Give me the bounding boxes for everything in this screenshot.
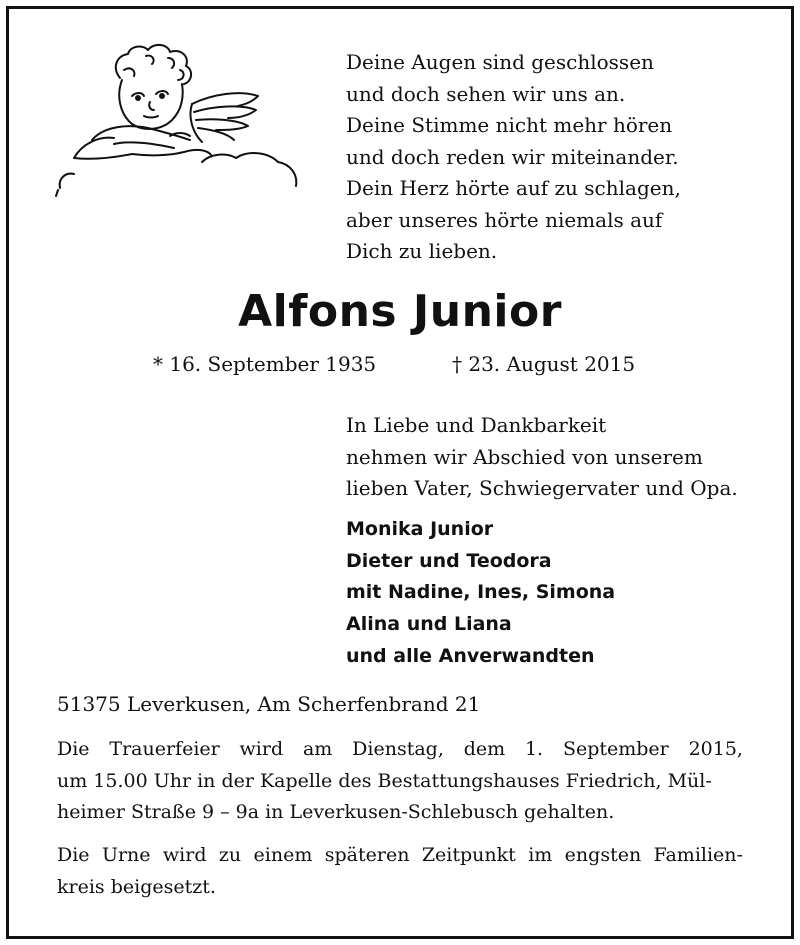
service-word: wird: [239, 738, 284, 760]
urn-word: Zeitpunkt: [421, 844, 516, 866]
urn-line-justified: [57, 840, 743, 872]
urn-word: späteren: [324, 844, 410, 866]
mourner-name: Monika Junior: [346, 518, 494, 540]
farewell-line: lieben Vater, Schwiegervater und Opa.: [346, 476, 738, 500]
poem-line: Dich zu lieben.: [346, 239, 498, 263]
death-date: † 23. August 2015: [452, 352, 636, 376]
urn-word: zu: [218, 844, 242, 866]
mourner-name: und alle Anverwandten: [346, 644, 595, 667]
poem-line: und doch sehen wir uns an.: [346, 81, 626, 106]
service-line-justified: [57, 734, 743, 766]
service-line: heimer Straße 9 – 9a in Leverkusen-Schlebusch gehalten.: [57, 801, 615, 823]
urn-word: Urne: [101, 844, 151, 866]
poem-line: Dein Herz hörte auf zu schlagen,: [346, 176, 681, 200]
farewell-line: nehmen wir Abschied von unserem: [346, 444, 703, 469]
mourner-name: Dieter und Teodora: [346, 549, 552, 572]
urn-burial-notice: [57, 840, 743, 903]
service-word: 1.: [524, 738, 544, 760]
urn-line: kreis beigesetzt.: [57, 875, 216, 898]
service-word: Die: [57, 738, 90, 760]
funeral-service-notice: [57, 734, 743, 829]
family-address: 51375 Leverkusen, Am Scherfenbrand 21: [57, 692, 481, 716]
service-word: 2015,: [688, 738, 743, 760]
service-word: dem: [463, 738, 506, 760]
cherub-icon: [52, 40, 304, 200]
service-word: am: [302, 738, 333, 760]
birth-date: * 16. September 1935: [153, 352, 377, 376]
memorial-poem: [346, 47, 766, 268]
urn-word: wird: [162, 844, 207, 866]
service-line: um 15.00 Uhr in der Kapelle des Bestattungshauses Friedrich, Mül-: [57, 769, 712, 792]
mourner-name: mit Nadine, Ines, Simona: [346, 581, 616, 604]
urn-word: im: [528, 844, 553, 866]
poem-line: und doch reden wir miteinander.: [346, 144, 679, 169]
urn-word: Die: [57, 844, 90, 866]
farewell-text: [346, 410, 776, 505]
mourner-name: Alina und Liana: [346, 613, 512, 636]
mourners-list: [346, 514, 776, 673]
urn-word: Familien-: [653, 844, 743, 866]
service-word: Dienstag,: [352, 738, 444, 760]
poem-line: aber unseres hörte niemals auf: [346, 207, 663, 232]
urn-word: engsten: [564, 844, 642, 866]
service-word: Trauerfeier: [109, 738, 220, 760]
service-word: September: [562, 738, 669, 760]
farewell-line: In Liebe und Dankbarkeit: [346, 413, 607, 437]
urn-word: einem: [253, 844, 313, 866]
poem-line: Deine Stimme nicht mehr hören: [346, 113, 673, 137]
poem-line: Deine Augen sind geschlossen: [346, 50, 654, 74]
deceased-name: Alfons Junior: [238, 286, 562, 337]
